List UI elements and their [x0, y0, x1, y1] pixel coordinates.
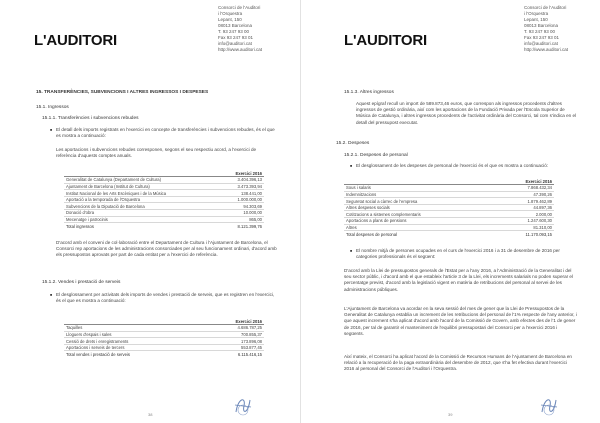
- table-row: Lloguers d'espais i sales 700.855,37: [66, 331, 262, 337]
- table-row: Seguretat social a càrrec de l'empresa 1.879.462,89: [346, 198, 552, 204]
- table-row: Altres despeses socials 44.897,36: [346, 205, 552, 211]
- address-block: Consorci de l'Auditori i l'Orquestra Lepant, 150 08013 Barcelona T. 93 247 93 00 Fax 93 247 93 01 info@auditori.cat http://www.auditori.cat: [218, 5, 263, 52]
- personnel-table: [344, 178, 554, 237]
- subsection-heading: 15.1. Ingressos: [36, 105, 69, 110]
- subsection-heading: 15.1.1. Transferències i subvencions rebudes: [42, 116, 139, 121]
- table-row: Cessió de drets i enregistraments 173.896,08: [66, 338, 262, 344]
- subsection-heading: 15.1.3. Altres ingressos: [344, 90, 394, 95]
- bullet-paragraph: ■ El desglossament per activitats dels imports de vendes i prestació de serveis, que es registren en l'exercici, és el que es mostra a continuació:: [56, 292, 276, 304]
- page-number: 38: [148, 412, 153, 417]
- paragraph: D'acord amb la Llei de pressupostos generals de l'Estat per a l'any 2016, a l'Administració de la Generalitat i del seu sector públic, i d'acord amb el que estableix l'article 3 de la Llei, els increments salarials no poden superar el percentatge previst, d'acord amb la legislació vigent en matèria de retribucions del personal al servei de les administracions públiques.: [344, 268, 574, 292]
- table-row: Taquilles 4.686.787,25: [66, 325, 262, 331]
- sales-table: [64, 318, 264, 358]
- signature-stamp: [232, 392, 254, 418]
- address-block: Consorci de l'Auditori i l'Orquestra Lepant, 150 08013 Barcelona T. 93 247 93 00 Fax 93 247 93 01 info@auditori.cat http://www.auditori.cat: [524, 5, 569, 52]
- table-header-row: Exercici 2016: [64, 170, 264, 177]
- table-row: Institut Nacional de les Arts Escèniques i de la Música 138.441,00: [66, 190, 262, 196]
- table-row: Aportacions i serveis de tercers 553.877,45: [66, 345, 262, 351]
- subsection-heading: 15.1.2. Vendes i prestació de serveis: [42, 280, 121, 285]
- table-row: Sous i salaris 7.868.432,34: [346, 185, 552, 191]
- table-row: Subvencions de la Diputació de Barcelona 94.303,69: [66, 203, 262, 209]
- table-row: Indemnitzacions 47.390,26: [346, 191, 552, 197]
- auditori-logo: L'AUDITORI: [34, 32, 117, 49]
- table-header-row: Exercici 2016: [344, 178, 554, 185]
- transfers-table: [64, 170, 264, 229]
- table-row: Ajuntament de Barcelona (Institut de Cultura) 3.473.393,94: [66, 183, 262, 189]
- table-total-row: Total ingressos 8.121.399,76: [66, 223, 262, 229]
- table-total-row: Total vendes i prestació de serveis 6.115.416,15: [66, 352, 262, 358]
- auditori-logo: L'AUDITORI: [344, 32, 427, 49]
- document-page-right: [300, 0, 600, 423]
- bullet-paragraph: ■ El desglossament de les despeses de personal de l'exercici és el que es mostra a continuació:: [356, 163, 576, 169]
- paragraph: Aquest epígraf recull un import de 589.873,46 euros, que correspon als ingressos procedents d'altres ingressos de gestió ordinària, així com les aportacions de la Fundació Privada per l'Escola Superior de Música de Catalunya, i altres ingressos procedents de l'activitat ordinària del Consorci, tal com s'indica en el detall del pressupost executat.: [356, 101, 577, 125]
- table-header-row: Exercici 2016: [64, 318, 264, 325]
- subsection-heading: 15.2.1. Despeses de personal: [344, 153, 408, 158]
- table-row: Generalitat de Catalunya (Departament de Cultura) 3.404.396,13: [66, 177, 262, 183]
- page-number: 39: [448, 412, 453, 417]
- table-row: Mecenatge i patrocinis 865,00: [66, 216, 262, 222]
- bullet-paragraph: ■ El detall dels imports registrats en l'exercici en concepte de transferències i subvencions rebudes, és el que es mostra a continuació:: [56, 127, 276, 139]
- section-heading: 15. TRANSFERÈNCIES, SUBVENCIONS I ALTRES INGRESSOS I DESPESES: [36, 90, 209, 95]
- paragraph: L'Ajuntament de Barcelona va acordar en la seva sessió del mes de gener que la Llei de Pressupostos de la Generalitat de Catalunya establia un increment de les retribucions del personal de l'1% respecte de l'any anterior, i que aquest increment s'ha aplicat d'acord amb l'acord de la Comissió de Govern, amb efectes des de l'1 de gener de 2016, per tal de garantir el manteniment de l'equilibri pressupostari del Consorci per a l'exercici 2016 i següents.: [344, 306, 577, 336]
- table-row: Aportació a la temporada de l'Orquestra 1.000.000,00: [66, 197, 262, 203]
- bullet-paragraph: ■ El nombre mitjà de persones ocupades en el curs de l'exercici 2016 i a 31 de desembre de 2016 per categories professionals és el següent:: [356, 248, 576, 260]
- subsection-heading: 15.2. Despeses: [336, 141, 370, 146]
- table-row: Donació d'obra 10.000,00: [66, 210, 262, 216]
- table-row: Aportacions a plans de pensions 1.247.600,30: [346, 218, 552, 224]
- table-row: Altres 81.310,00: [346, 224, 552, 230]
- paragraph: Així mateix, el Consorci ha aplicat l'acord de la Comissió de Recursos Humans de l'Ajuntament de Barcelona en relació a la recuperació de la paga extraordinària del desembre de 2012, que s'ha fet efectiva durant l'exercici 2016 al personal del Consorci de l'Auditori i l'Orquestra.: [344, 354, 572, 372]
- signature-stamp: [538, 392, 560, 418]
- table-total-row: Total despeses de personal 11.170.093,15: [346, 231, 552, 237]
- table-row: Cotitzacions a sistemes complementaris 2.000,00: [346, 211, 552, 217]
- paragraph: D'acord amb el conveni de col·laboració entre el Departament de Cultura i l'Ajuntament de Barcelona, el Consorci rep aportacions de les administracions consorciades per al seu funcionament ordinari, d'acord amb els pressupostos aprovats per part de cada entitat per a l'exercici de referència.: [56, 240, 277, 258]
- paragraph: Les aportacions i subvencions rebudes corresponen, segons el seu respectiu acord, a l'exercici de referència d'aquests comptes anuals.: [56, 147, 257, 159]
